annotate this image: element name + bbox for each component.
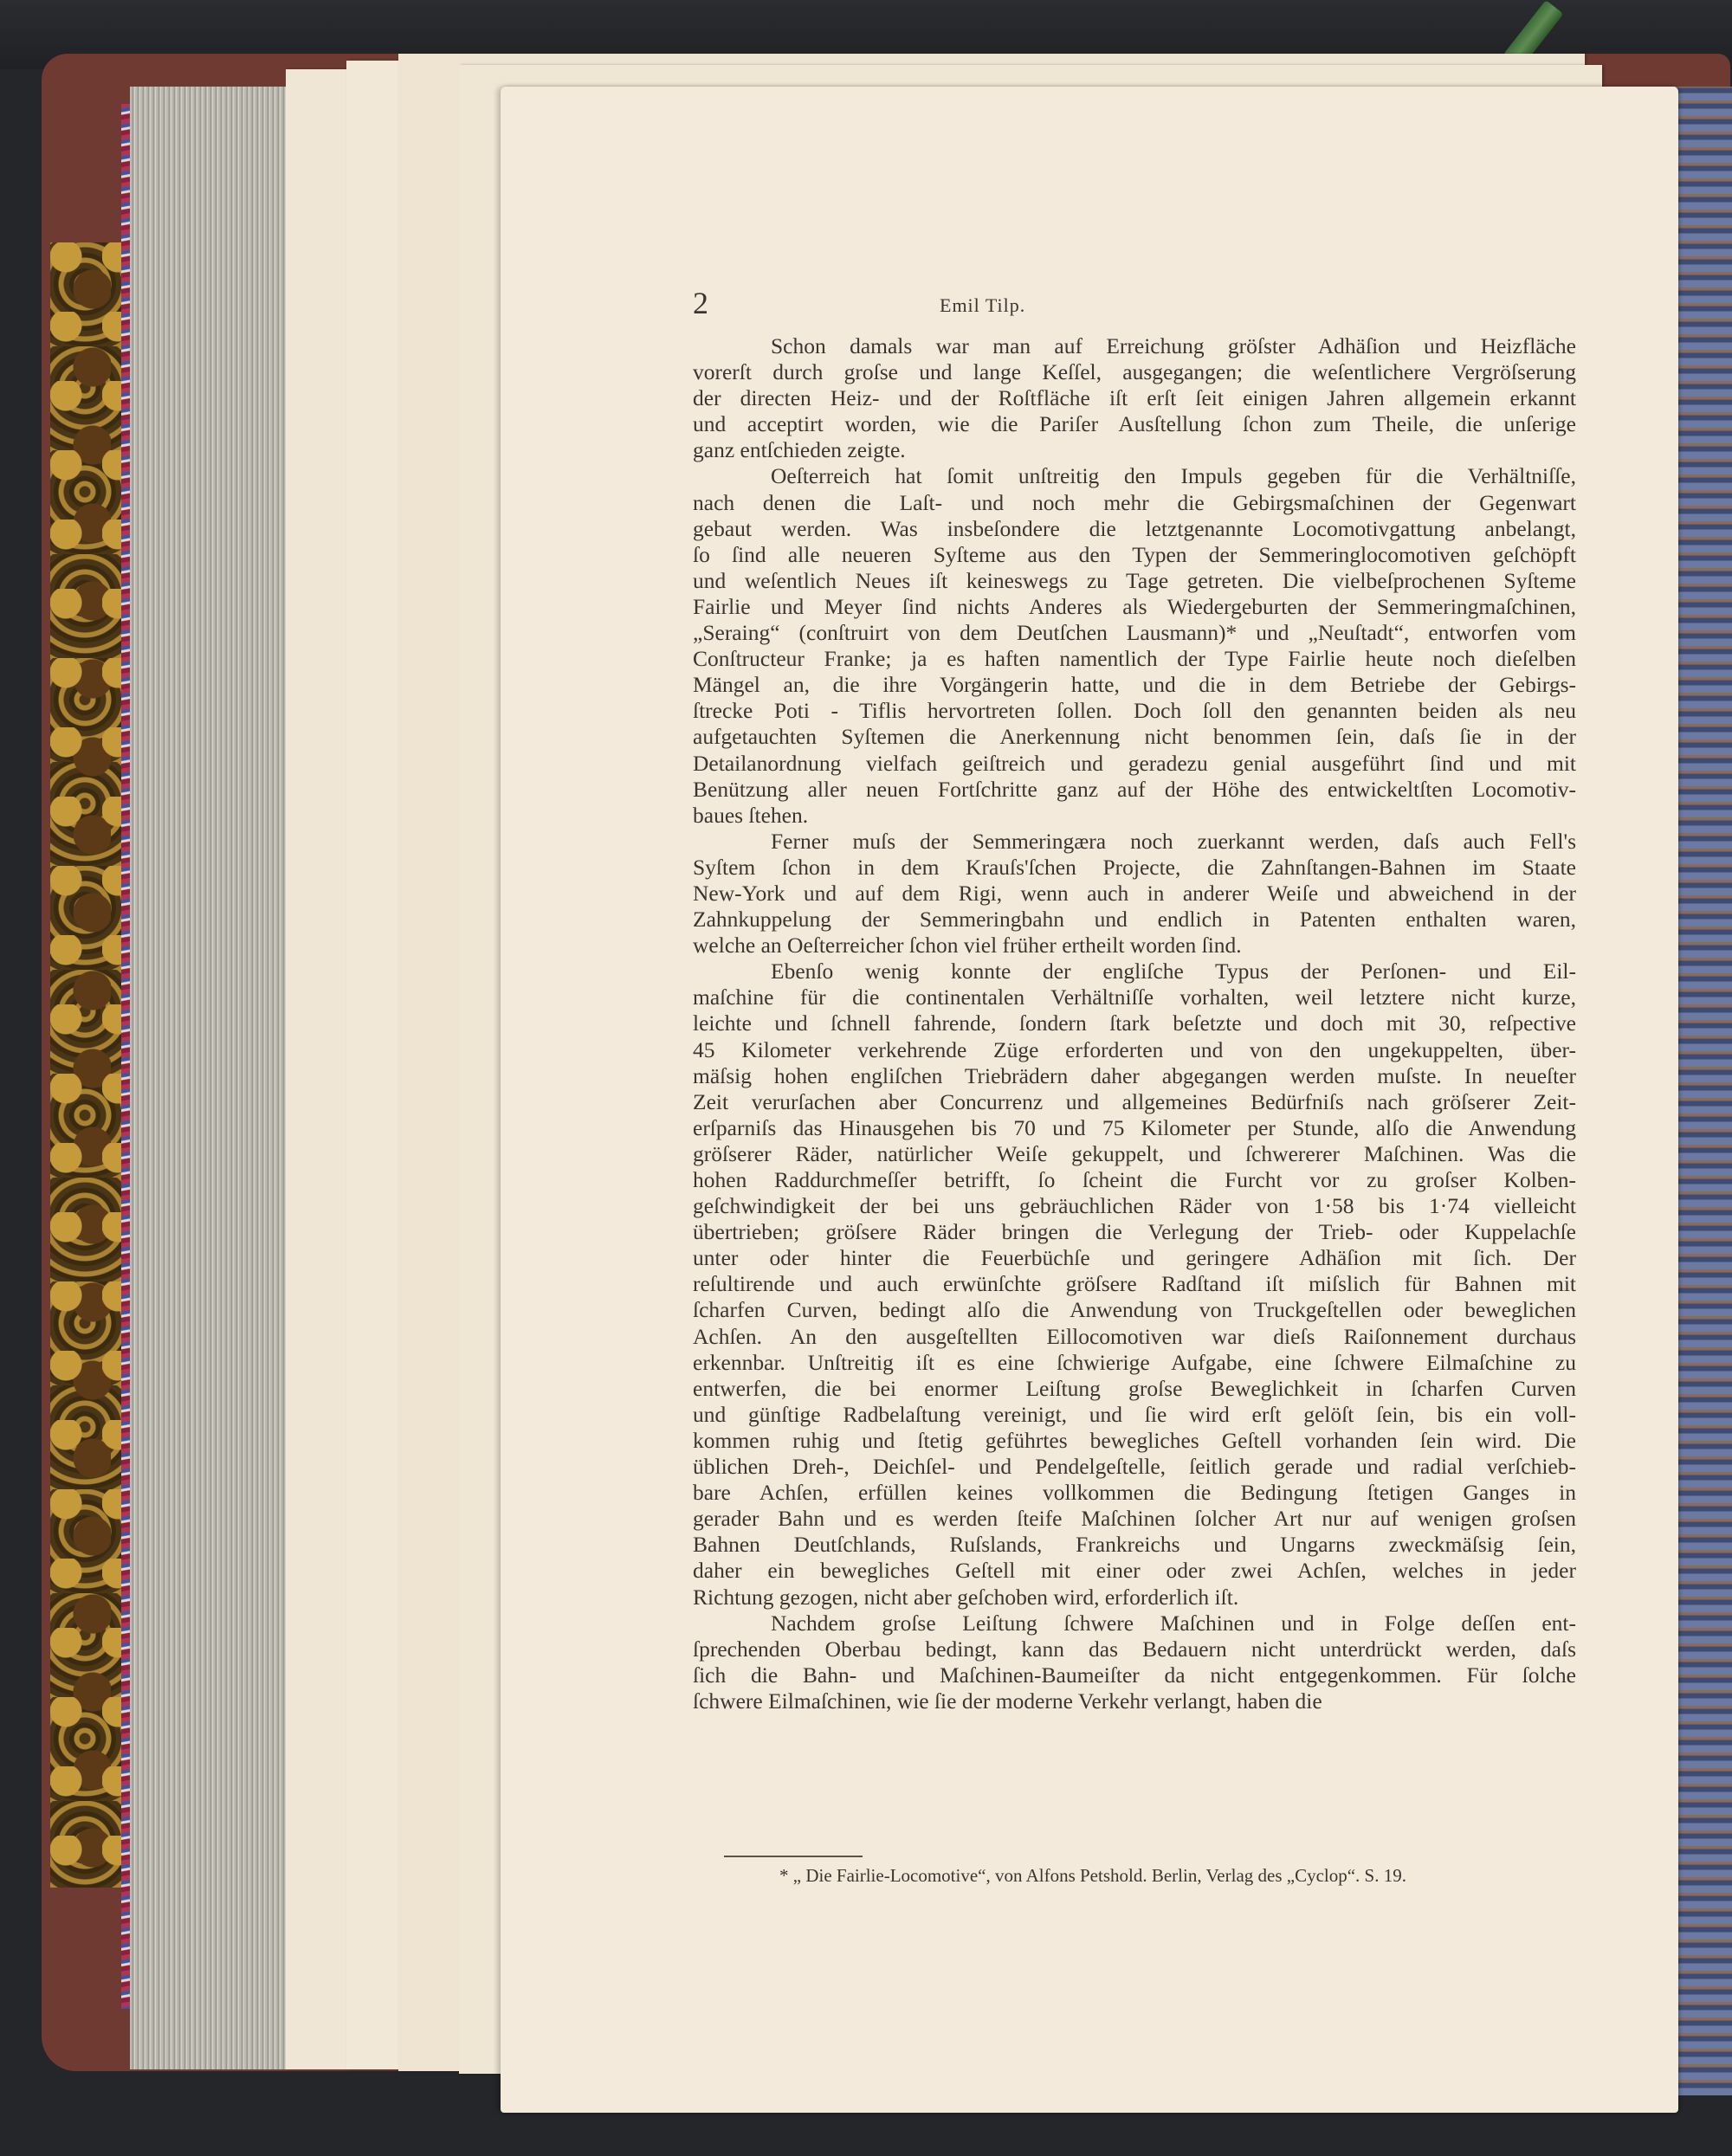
text-line: vorerſt durch groſse und lange Keſſel, ausgegangen; die weſentlichere Vergröſserung xyxy=(693,359,1576,385)
text-line: kommen ruhig und ſtetig geführtes bewegliches Geſtell vorhanden ſein wird. Die xyxy=(693,1427,1576,1453)
text-line: nach denen die Laſt- und noch mehr die Gebirgsmaſchinen der Gegenwart xyxy=(693,489,1576,515)
text-line: übertrieben; gröſsere Räder bringen die Verlegung der Trieb- oder Kuppelachſe xyxy=(693,1219,1576,1245)
text-line: Oeſterreich hat ſomit unſtreitig den Impuls gegeben für die Verhältniſſe, xyxy=(771,463,1576,489)
text-line: Conſtructeur Franke; ja es haften namentlich der Type Fairlie heute noch dieſelben xyxy=(693,646,1576,672)
text-line: Fairlie und Meyer ſind nichts Anderes als Wiedergeburten der Semmeringmaſchinen, xyxy=(693,593,1576,619)
text-line: Syſtem ſchon in dem Krauſs'ſchen Projecte, die Zahnſtangen-Bahnen im Staate xyxy=(693,854,1576,880)
running-head: Emil Tilp. xyxy=(940,294,1026,316)
text-line: Ferner muſs der Semmeringæra noch zuerkannt werden, daſs auch Fell's xyxy=(771,828,1576,854)
text-line: hohen Raddurchmeſſer betrifft, ſo ſcheint die Furcht vor zu groſser Kolben- xyxy=(693,1167,1576,1192)
paragraph xyxy=(693,333,1576,463)
text-line: ſtrecke Poti - Tiflis hervortreten ſollen. Doch ſoll den genannten beiden als neu xyxy=(693,698,1576,724)
text-line: üblichen Dreh-, Deichſel- und Pendelgeſtelle, ſeitlich gerade und radial verſchieb- xyxy=(693,1454,1576,1480)
text-line: ſprechenden Oberbau bedingt, kann das Bedauern nicht unterdrückt werden, daſs xyxy=(693,1636,1576,1662)
text-line: aufgetauchten Syſtemen die Anerkennung nicht benommen ſein, daſs ſie in der xyxy=(693,724,1576,750)
text-line: der directen Heiz- und der Roſtfläche iſt erſt ſeit einigen Jahren allgemein erkannt xyxy=(693,385,1576,411)
body-text xyxy=(693,333,1576,1714)
page-number: 2 xyxy=(693,286,708,320)
text-line: mäſsig hohen engliſchen Triebrädern daher abgegangen werden muſste. In neueſter xyxy=(693,1062,1576,1088)
text-line: geſchwindigkeit der bei uns gebräuchlichen Räder von 1·58 bis 1·74 vielleicht xyxy=(693,1193,1576,1219)
text-line: entwerfen, die bei enormer Leiſtung groſse Beweglichkeit in ſcharfen Curven xyxy=(693,1375,1576,1401)
text-line: 45 Kilometer verkehrende Züge erforderten und von den ungekuppelten, über- xyxy=(693,1036,1576,1062)
text-line: Mängel an, die ihre Vorgängerin hatte, und die in dem Betriebe der Gebirgs- xyxy=(693,672,1576,698)
text-line: ſcharfen Curven, bedingt alſo die Anwendung von Truckgeſtellen oder beweglichen xyxy=(693,1297,1576,1323)
text-line: unter oder hinter die Feuerbüchſe und geringere Adhäſion mit ſich. Der xyxy=(693,1245,1576,1271)
text-line: ganz entſchieden zeigte. xyxy=(693,437,906,463)
text-line: Zahnkuppelung der Semmeringbahn und endlich in Patenten enthalten waren, xyxy=(693,907,1576,933)
text-line: und weſentlich Neues iſt keineswegs zu Tage getreten. Die vielbeſprochenen Syſteme xyxy=(693,567,1576,593)
right-cover-edge xyxy=(1676,87,1732,2095)
text-line: ſchwere Eilmaſchinen, wie ſie der moderne Verkehr verlangt, haben die xyxy=(693,1688,1322,1714)
paragraph xyxy=(693,959,1576,1610)
text-block-edge xyxy=(130,87,312,2069)
text-line: New-York und auf dem Rigi, wenn auch in anderer Weiſe und abweichend in der xyxy=(693,880,1576,906)
footnote: * „ Die Fairlie-Locomotive“, von Alfons Petshold. Berlin, Verlag des „Cyclop“. S. 19. xyxy=(779,1865,1406,1886)
text-line: Achſen. An den ausgeſtellten Eillocomotiven war dieſs Raiſonnement durchaus xyxy=(693,1323,1576,1349)
text-line: gröſserer Räder, natürlicher Weiſe gekuppelt, und ſchwererer Maſchinen. Was die xyxy=(693,1140,1576,1166)
text-line: und günſtige Radbelaſtung vereinigt, und ſie wird erſt gelöſt ſein, bis ein voll- xyxy=(693,1401,1576,1427)
text-line: „Seraing“ (conſtruirt von dem Deutſchen Lausmann)* und „Neuſtadt“, entworfen vom xyxy=(693,620,1576,646)
footnote-rule xyxy=(724,1856,863,1857)
paragraph xyxy=(693,829,1576,959)
text-line: welche an Oeſterreicher ſchon viel früher ertheilt worden ſind. xyxy=(693,933,1242,959)
text-line: Schon damals war man auf Erreichung gröſster Adhäſion und Heizfläche xyxy=(771,333,1576,358)
text-line: leichte und ſchnell fahrende, ſondern ſtark beſetzte und doch mit 30, reſpective xyxy=(693,1010,1576,1036)
paragraph xyxy=(693,463,1576,828)
text-line: baues ſtehen. xyxy=(693,802,809,828)
text-line: ſo ſind alle neueren Syſteme aus den Typen der Semmeringlocomotiven geſchöpft xyxy=(693,541,1576,567)
text-line: Richtung gezogen, nicht aber geſchoben wird, erforderlich iſt. xyxy=(693,1584,1239,1610)
text-line: ſich die Bahn- und Maſchinen-Baumeiſter da nicht entgegenkommen. Für ſolche xyxy=(693,1662,1576,1688)
text-line: reſultirende und auch erwünſchte gröſsere Radſtand iſt miſslich für Bahnen mit xyxy=(693,1271,1576,1297)
paragraph xyxy=(693,1611,1576,1714)
text-line: Benützung aller neuen Fortſchritte ganz auf der Höhe des entwickeltſten Locomotiv- xyxy=(693,776,1576,802)
text-line: gerader Bahn und es werden ſteife Maſchinen ſolcher Art nur auf wenigen groſsen xyxy=(693,1506,1576,1532)
text-line: bare Achſen, erfüllen keines vollkommen die Bedingung ſtetigen Ganges in xyxy=(693,1480,1576,1506)
text-line: gebaut werden. Was insbeſondere die letztgenannte Locomotivgattung anbelangt, xyxy=(693,515,1576,541)
text-line: erkennbar. Unſtreitig iſt es eine ſchwierige Aufgabe, eine ſchwere Eilmaſchine zu xyxy=(693,1349,1576,1375)
text-line: Ebenſo wenig konnte der engliſche Typus der Perſonen- und Eil- xyxy=(771,959,1576,984)
text-line: maſchine für die continentalen Verhältniſſe vorhalten, weil letztere nicht kurze, xyxy=(693,984,1576,1010)
text-line: Zeit verurſachen aber Concurrenz und allgemeines Bedürfniſs nach gröſserer Zeit- xyxy=(693,1088,1576,1114)
text-line: und acceptirt worden, wie die Pariſer Ausſtellung ſchon zum Theile, die unſerige xyxy=(693,411,1576,437)
text-line: Bahnen Deutſchlands, Ruſslands, Frankreichs und Ungarns zweckmäſsig ſein, xyxy=(693,1532,1576,1558)
text-line: Detailanordnung vielfach geiſtreich und geradezu genial ausgeführt ſind und mit xyxy=(693,750,1576,776)
text-line: daher ein bewegliches Geſtell mit einer oder zwei Achſen, welches in jeder xyxy=(693,1558,1576,1584)
text-line: erſparniſs das Hinausgehen bis 70 und 75 Kilometer per Stunde, alſo die Anwendung xyxy=(693,1114,1576,1140)
printed-page xyxy=(501,87,1678,2113)
page-header xyxy=(693,286,1559,320)
text-line: Nachdem groſse Leiſtung ſchwere Maſchinen und in Folge deſſen ent- xyxy=(771,1610,1576,1636)
